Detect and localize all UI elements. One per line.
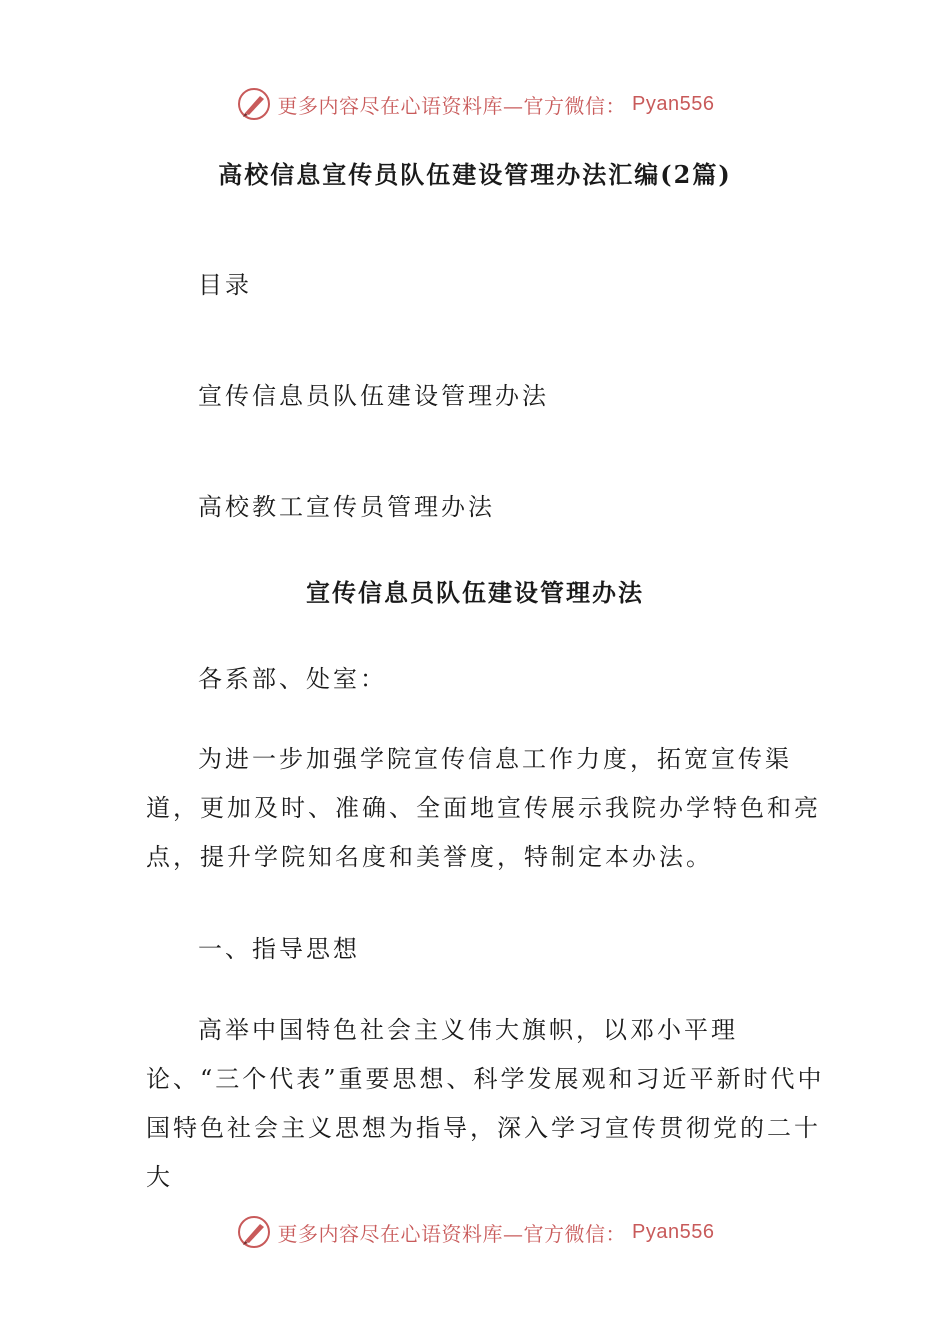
toc-item-2[interactable]: 高校教工宣传员管理办法 — [198, 493, 495, 521]
body-paragraph-1: 高举中国特色社会主义伟大旗帜，以邓小平理论、“三个代表”重要思想、科学发展观和习近平新时代中国特色社会主义思想为指导，深入学习宣传贯彻党的二十大 — [146, 1016, 825, 1191]
toc-heading: 目录 — [198, 271, 252, 299]
document-title: 高校信息宣传员队伍建设管理办法汇编(2篇) — [218, 160, 732, 189]
heading-guiding-ideology: 一、指导思想 — [198, 935, 360, 963]
watermark-id: Pyan556 — [632, 92, 715, 115]
salutation: 各系部、处室： — [198, 665, 387, 693]
section-title: 宣传信息员队伍建设管理办法 — [306, 578, 644, 607]
watermark-text: 更多内容尽在心语资料库—官方微信： — [277, 1221, 627, 1246]
watermark-text: 更多内容尽在心语资料库—官方微信： — [277, 93, 627, 118]
toc-item-1[interactable]: 宣传信息员队伍建设管理办法 — [198, 382, 549, 410]
logo-icon — [236, 86, 272, 122]
watermark-id: Pyan556 — [632, 1220, 715, 1243]
intro-paragraph: 为进一步加强学院宣传信息工作力度，拓宽宣传渠道，更加及时、准确、全面地宣传展示我院办学特色和亮点，提升学院知名度和美誉度，特制定本办法。 — [146, 745, 821, 871]
watermark-banner-top — [0, 84, 950, 124]
watermark-banner-bottom — [0, 1212, 950, 1252]
logo-icon — [236, 1214, 272, 1250]
